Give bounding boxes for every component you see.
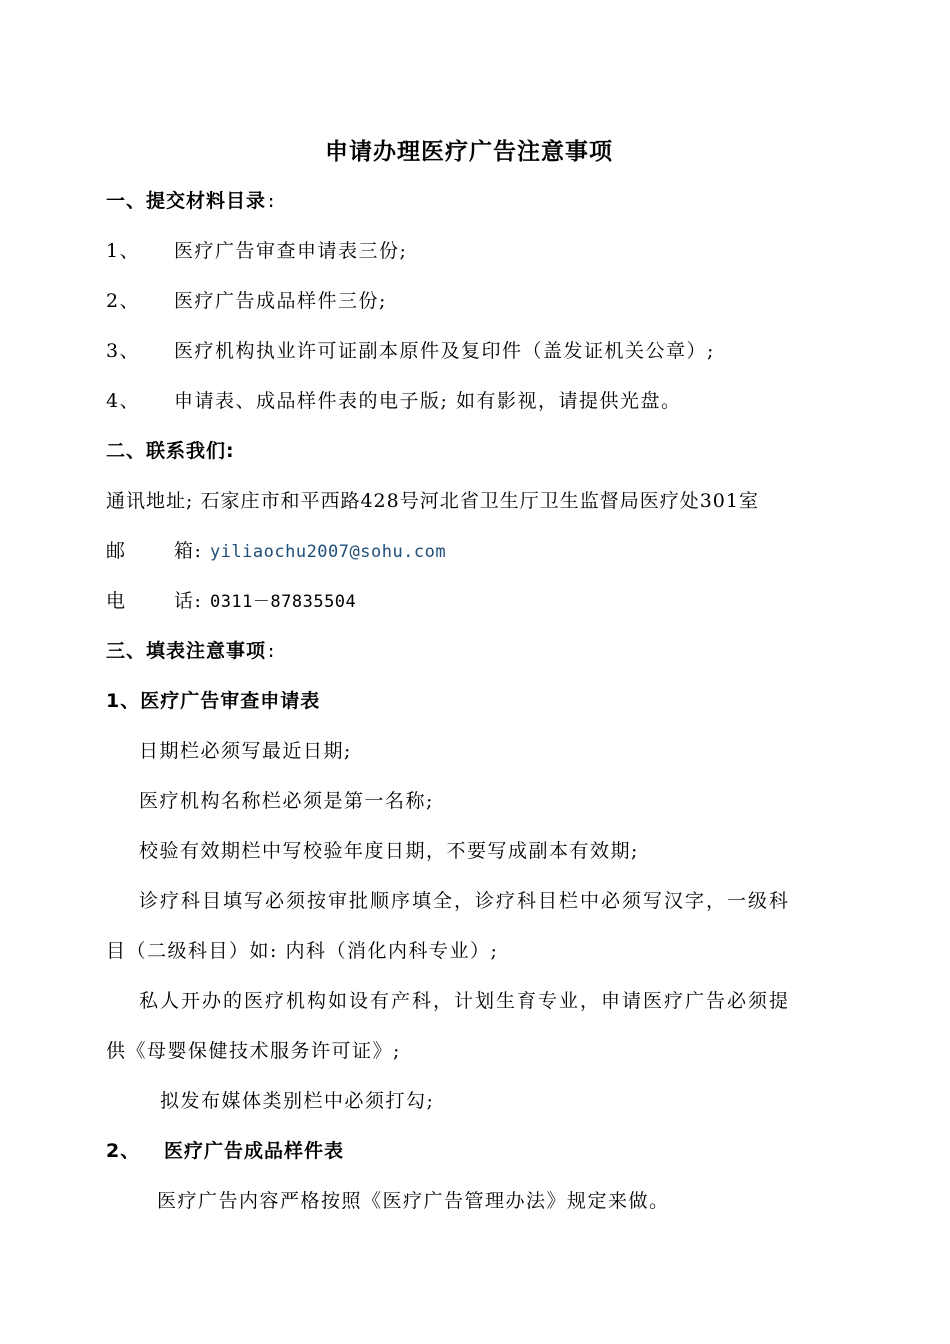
note-line: 诊疗科目填写必须按审批顺序填全，诊疗科目栏中必须写汉字，一级科	[139, 890, 791, 912]
list-item-number: 4、	[106, 390, 141, 412]
list-item-text: 医疗机构执业许可证副本原件及复印件（盖发证机关公章）;	[174, 340, 715, 362]
note-line: 日期栏必须写最近日期;	[139, 740, 352, 762]
note-line: 私人开办的医疗机构如设有产科，计划生育专业，申请医疗广告必须提	[139, 990, 791, 1012]
section-1-heading-text: 一、提交材料目录	[106, 190, 267, 212]
list-item	[106, 338, 715, 364]
section-3-heading-punct: :	[266, 642, 277, 662]
list-item-text: 医疗广告成品样件三份;	[174, 290, 387, 312]
list-item	[106, 288, 387, 314]
note-line: 医疗广告内容严格按照《医疗广告管理办法》规定来做。	[157, 1190, 670, 1212]
list-item	[106, 388, 681, 414]
email-label-char-2: 箱:	[174, 540, 203, 562]
email-row	[106, 538, 446, 565]
subsection-2-heading	[106, 1138, 344, 1164]
address-label: 通讯地址;	[106, 490, 194, 512]
note-line: 目（二级科目）如: 内科（消化内科专业）;	[106, 940, 499, 962]
section-3-heading-text: 三、填表注意事项	[106, 640, 267, 662]
phone-label-char-2: 话:	[174, 590, 203, 612]
phone-value: 0311－87835504	[209, 592, 357, 612]
email-label-char-1: 邮	[106, 540, 127, 562]
list-item-text: 医疗广告审查申请表三份;	[174, 240, 408, 262]
note-line: 供《母婴保健技术服务许可证》;	[106, 1040, 401, 1062]
subsection-2-title: 医疗广告成品样件表	[164, 1140, 345, 1162]
email-link[interactable]: yiliaochu2007@sohu.com	[209, 542, 447, 562]
note-line: 拟发布媒体类别栏中必须打勾;	[160, 1090, 435, 1112]
phone-label-char-1: 电	[106, 590, 127, 612]
section-1-heading	[106, 188, 277, 215]
note-line: 校验有效期栏中写校验年度日期，不要写成副本有效期;	[139, 840, 639, 862]
address-value: 石家庄市和平西路428号河北省卫生厅卫生监督局医疗处301室	[200, 490, 759, 512]
subsection-2-number: 2、	[106, 1140, 141, 1162]
section-3-heading	[106, 638, 277, 665]
list-item-text: 申请表、成品样件表的电子版; 如有影视，请提供光盘。	[174, 390, 682, 412]
subsection-1-heading: 1、医疗广告审查申请表	[106, 690, 321, 712]
list-item-number: 3、	[106, 340, 141, 362]
note-line: 医疗机构名称栏必须是第一名称;	[139, 790, 434, 812]
section-2-heading: 二、联系我们:	[106, 440, 235, 462]
list-item-number: 2、	[106, 290, 141, 312]
section-1-heading-punct: :	[266, 192, 277, 212]
address-row	[106, 488, 759, 514]
page-title: 申请办理医疗广告注意事项	[325, 139, 613, 165]
phone-row	[106, 588, 356, 615]
list-item	[106, 238, 407, 264]
list-item-number: 1、	[106, 240, 141, 262]
